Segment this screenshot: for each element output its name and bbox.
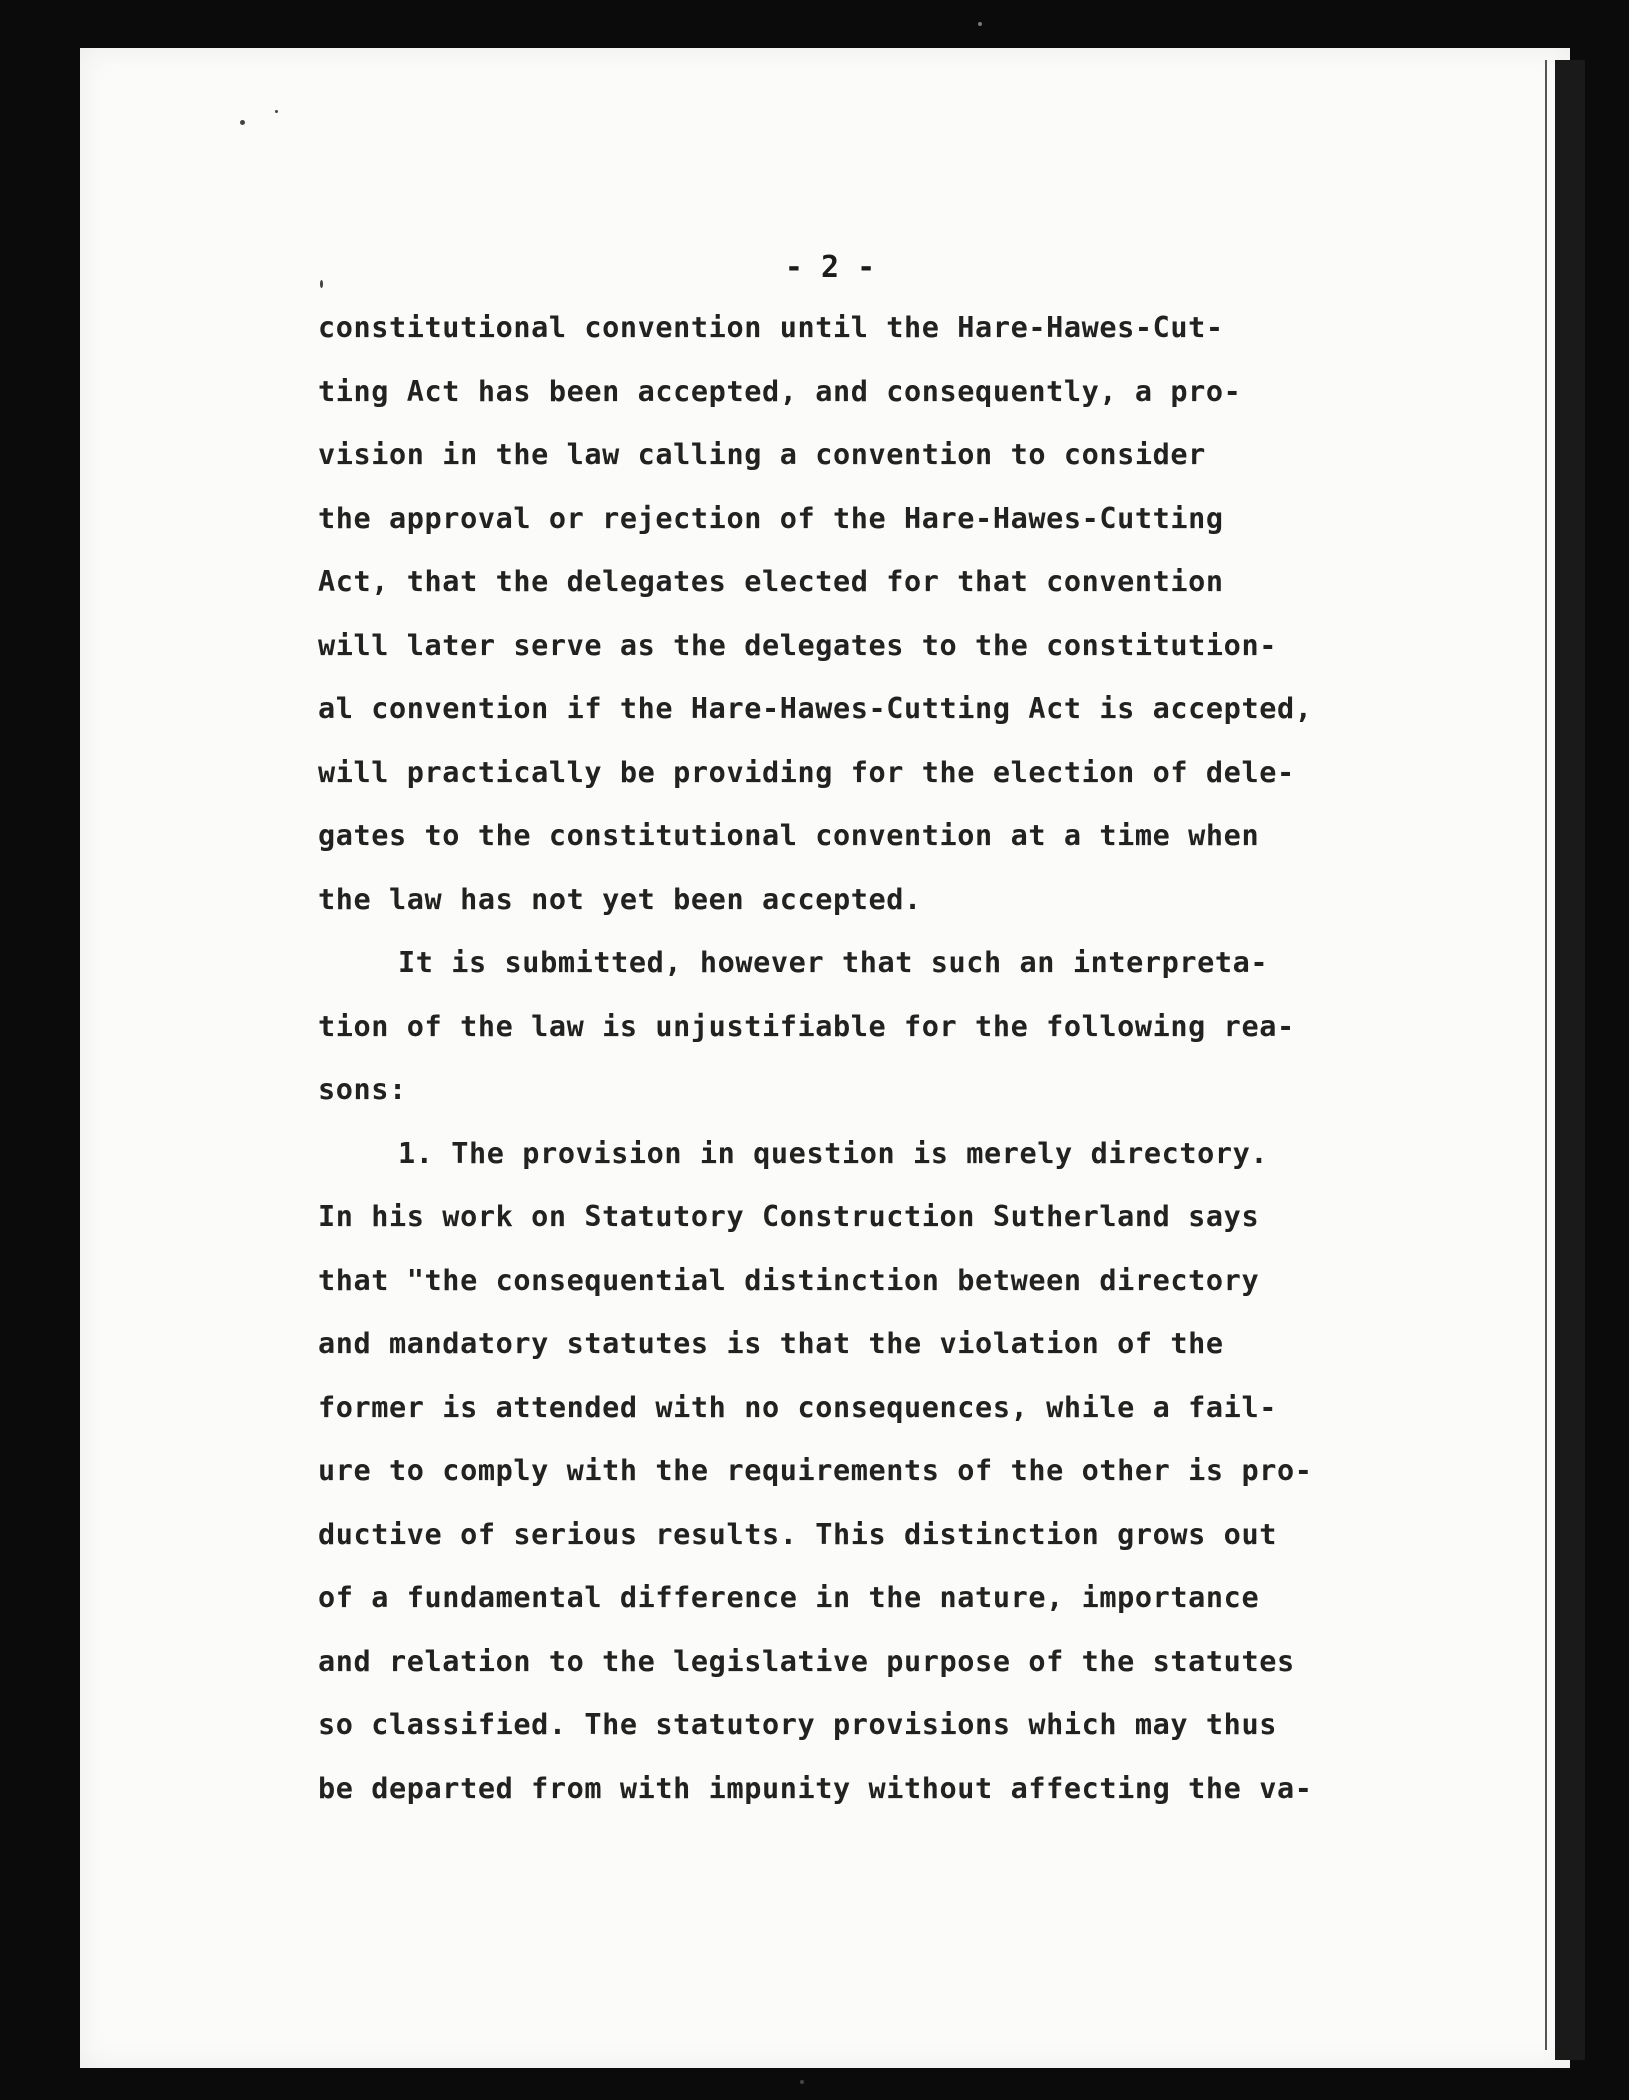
text-line: former is attended with no consequences, while a fail-	[318, 1390, 1277, 1424]
text-line: tion of the law is unjustifiable for the following rea-	[318, 1009, 1295, 1043]
text-line: 1. The provision in question is merely directory.	[398, 1136, 1269, 1170]
scan-border	[1555, 60, 1585, 2060]
text-line: sons:	[318, 1073, 407, 1106]
text-line: ting Act has been accepted, and consequently, a pro-	[318, 374, 1242, 408]
text-line: the law has not yet been accepted.	[318, 882, 922, 916]
page-number: - 2 -	[784, 250, 876, 285]
text-line: will later serve as the delegates to the constitution-	[318, 628, 1277, 662]
text-line: In his work on Statutory Construction Sutherland says	[318, 1200, 1260, 1233]
text-line: It is submitted, however that such an interpreta-	[398, 946, 1269, 979]
text-line: al convention if the Hare-Hawes-Cutting Act is accepted,	[318, 692, 1313, 725]
text-line: ductive of serious results. This distinction grows out	[318, 1517, 1277, 1551]
scan-speck	[275, 110, 278, 113]
scan-speck	[320, 280, 323, 288]
text-line: Act, that the delegates elected for that convention	[318, 565, 1224, 598]
scan-speck	[240, 120, 245, 125]
text-line: vision in the law calling a convention to consider	[318, 438, 1206, 471]
scan-speck	[978, 22, 982, 26]
text-line: constitutional convention until the Hare-Hawes-Cut-	[318, 311, 1224, 344]
text-line: and mandatory statutes is that the violation of the	[318, 1327, 1224, 1360]
text-line: that "the consequential distinction between directory	[318, 1263, 1260, 1297]
scan-speck	[800, 2080, 804, 2084]
document-body	[318, 296, 1418, 1820]
text-line: gates to the constitutional convention at a time when	[318, 819, 1260, 852]
text-line: so classified. The statutory provisions which may thus	[318, 1708, 1277, 1741]
text-line: will practically be providing for the election of dele-	[318, 755, 1295, 789]
text-line: and relation to the legislative purpose of the statutes	[318, 1644, 1295, 1678]
text-line: the approval or rejection of the Hare-Hawes-Cutting	[318, 501, 1224, 535]
paper-edge	[1545, 60, 1547, 2050]
text-line: be departed from with impunity without affecting the va-	[318, 1771, 1313, 1805]
text-line: ure to comply with the requirements of the other is pro-	[318, 1454, 1313, 1487]
text-line: of a fundamental difference in the nature, importance	[318, 1581, 1260, 1614]
